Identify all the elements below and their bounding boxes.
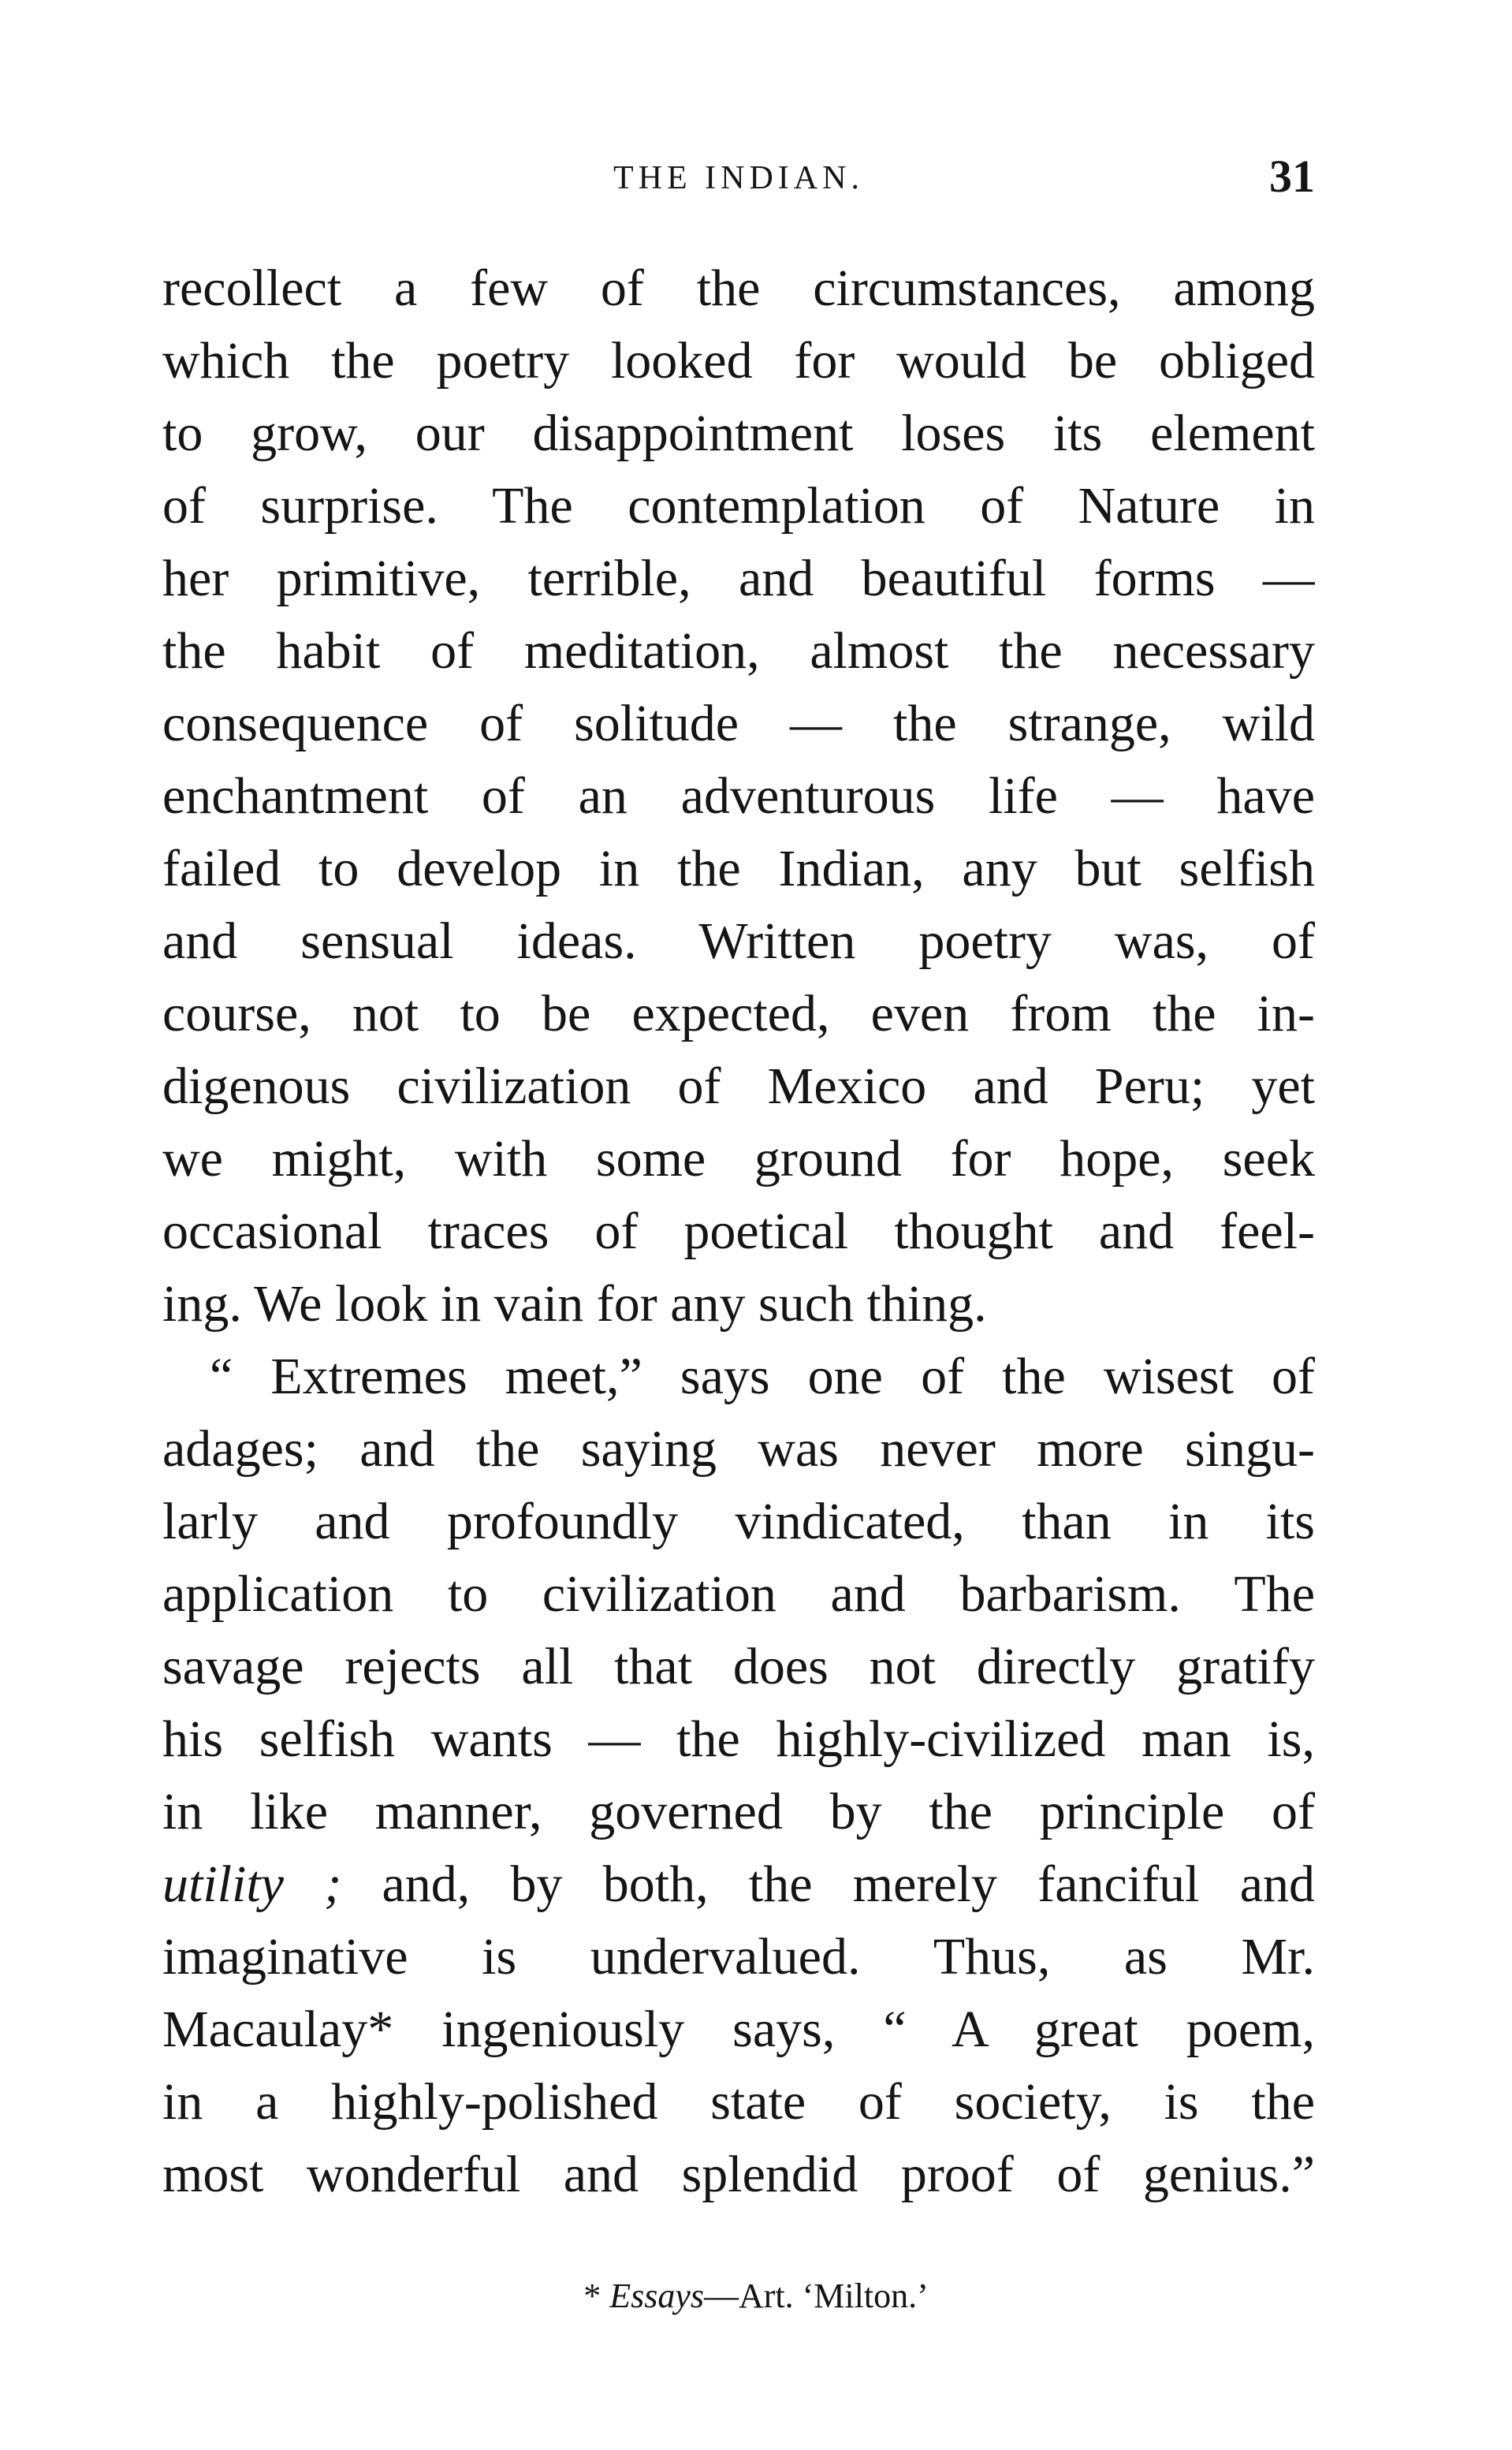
body-text [162, 252, 1315, 2211]
text-line: adages; and the saying was never more singu- [162, 1420, 1315, 1478]
text-line: consequence of solitude — the strange, wild [162, 695, 1315, 752]
text-line: his selfish wants — the highly-civilized man is, [162, 1710, 1315, 1768]
text-line: and sensual ideas. Written poetry was, of [162, 912, 1315, 970]
footnote-title: Essays [609, 2277, 704, 2315]
text-line: ing. We look in vain for any such thing. [162, 1275, 987, 1333]
text-line: in like manner, governed by the principle of [162, 1783, 1315, 1840]
text-line: the habit of meditation, almost the necessary [162, 622, 1315, 680]
text-line: recollect a few of the circumstances, among [162, 259, 1315, 317]
text-line: imaginative is undervalued. Thus, as Mr. [162, 1928, 1315, 1986]
text-line: most wonderful and splendid proof of genius.” [162, 2146, 1315, 2203]
text-line: failed to develop in the Indian, any but selfish [162, 840, 1315, 897]
text-line: savage rejects all that does not directly gratify [162, 1638, 1315, 1695]
text-line: to grow, our disappointment loses its element [162, 405, 1315, 462]
text-line: occasional traces of poetical thought and feel- [162, 1203, 1315, 1260]
text-line: digenous civilization of Mexico and Peru; yet [162, 1057, 1315, 1115]
footnote-rest: —Art. ‘Milton.’ [704, 2277, 929, 2315]
footnote [0, 2276, 1512, 2316]
text-line: application to civilization and barbarism. The [162, 1565, 1315, 1623]
text-line: Macaulay* ingeniously says, “ A great poem, [162, 2001, 1315, 2058]
page-number: 31 [1269, 151, 1315, 202]
text-line-rest: and, by both, the merely fanciful and [382, 1855, 1315, 1913]
text-line: her primitive, terrible, and beautiful forms — [162, 550, 1315, 607]
text-line-utility [162, 1848, 1315, 1921]
text-line: enchantment of an adventurous life — have [162, 767, 1315, 825]
footnote-marker: * [583, 2277, 601, 2315]
text-line: of surprise. The contemplation of Nature in [162, 477, 1315, 535]
text-line: we might, with some ground for hope, seek [162, 1130, 1315, 1188]
text-line: “ Extremes meet,” says one of the wisest of [210, 1348, 1315, 1405]
text-line: course, not to be expected, even from the in- [162, 985, 1315, 1042]
text-line: larly and profoundly vindicated, than in its [162, 1493, 1315, 1550]
italic-word: utility ; [162, 1855, 342, 1913]
running-head: THE INDIAN. [613, 160, 864, 196]
page-header [162, 151, 1315, 210]
text-line: which the poetry looked for would be obliged [162, 332, 1315, 390]
text-line: in a highly-polished state of society, is the [162, 2073, 1315, 2131]
